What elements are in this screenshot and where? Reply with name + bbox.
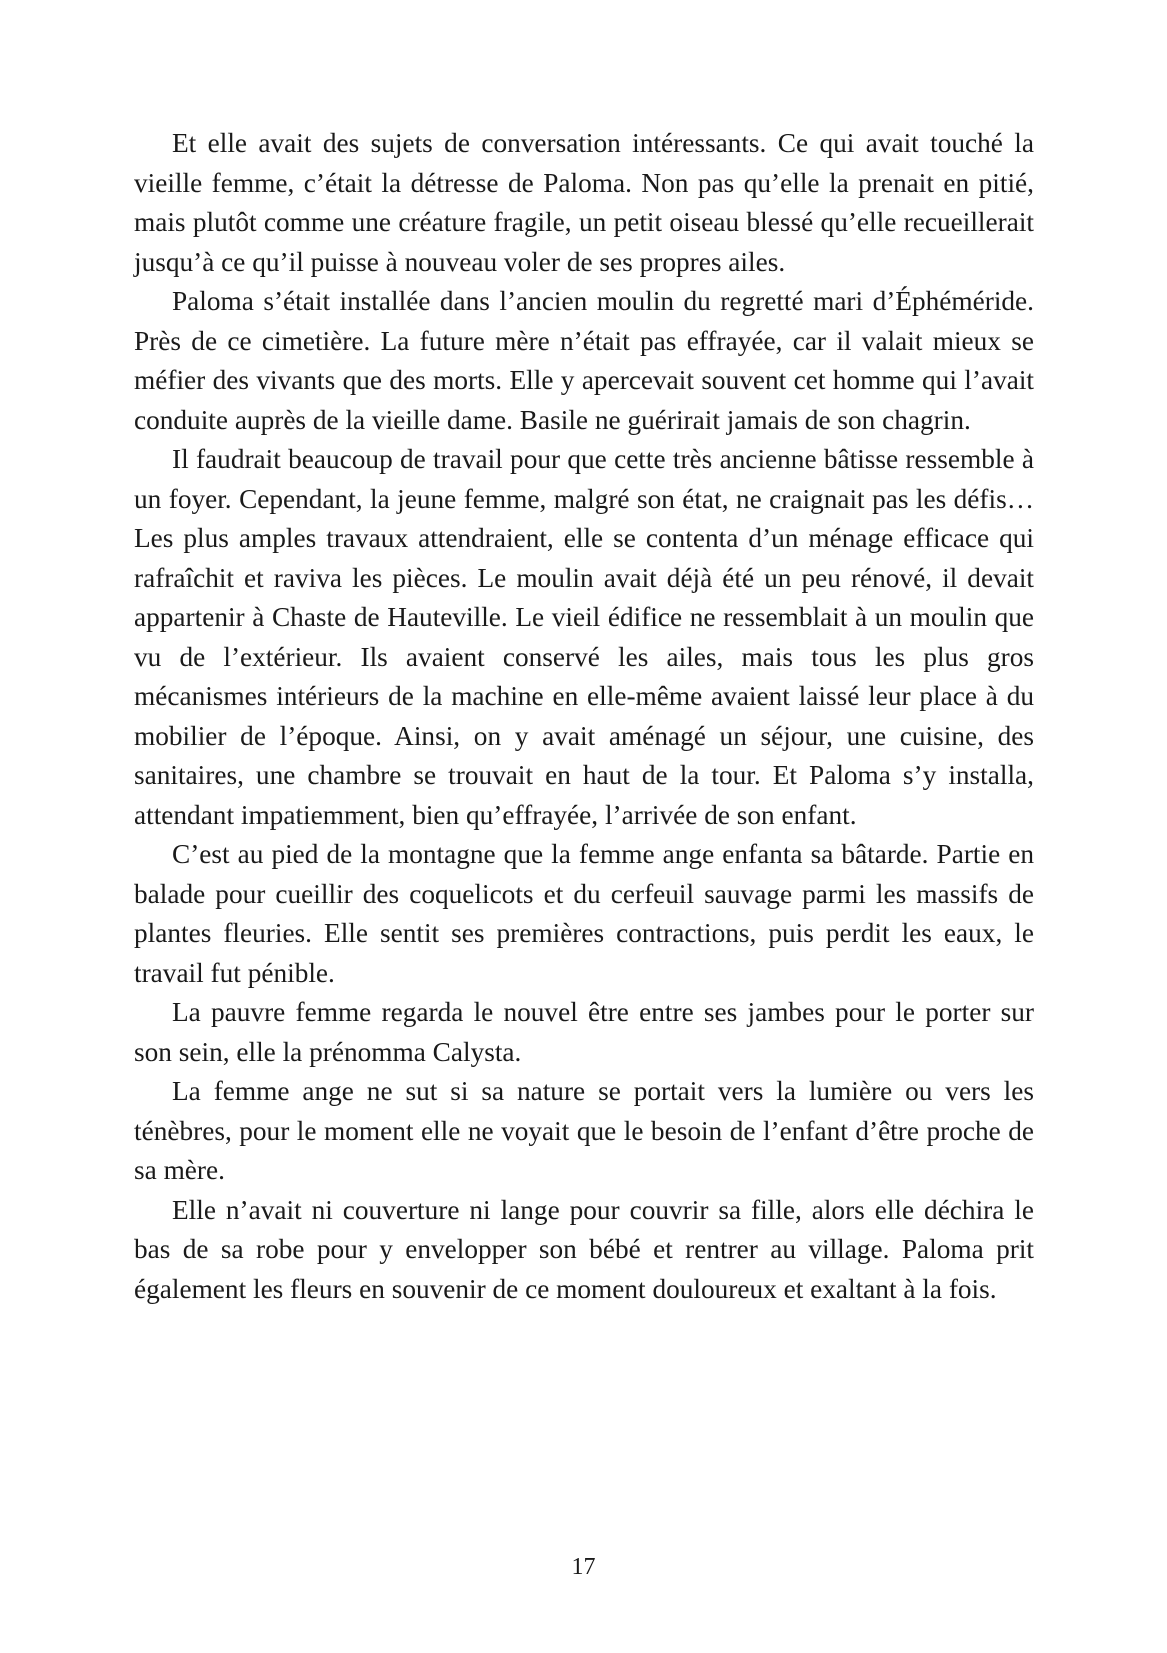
paragraph: C’est au pied de la montagne que la femme ange enfanta sa bâtarde. Partie en balade pour cueillir des coquelicots et du cerfeuil sauvage parmi les massifs de plantes fleuries. Elle sentit ses premières contractions, puis perdit les eaux, le travail fut pénible. bbox=[134, 839, 1034, 988]
paragraph: Paloma s’était installée dans l’ancien moulin du regretté mari d’Éphéméride. Près de ce cimetière. La future mère n’était pas effrayée, car il valait mieux se méfier des vivants que des morts. Elle y apercevait souvent cet homme qui l’avait conduite auprès de la vieille dame. Basile ne guérirait jamais de son chagrin. bbox=[134, 286, 1034, 435]
page-number: 17 bbox=[571, 1554, 596, 1580]
paragraph: Il faudrait beaucoup de travail pour que cette très ancienne bâtisse ressemble à un foyer. Cependant, la jeune femme, malgré son état, ne craignait pas les défis… Les plus amples travaux attendraient, elle se contenta d’un ménage efficace qui rafraîchit et raviva les pièces. Le moulin avait déjà été un peu rénové, il devait appartenir à Chaste de Hauteville. Le vieil édifice ne ressemblait à un moulin que vu de l’extérieur. Ils avaient conservé les ailes, mais tous les plus gros mécanismes intérieurs de la machine en elle-même avaient laissé leur place à du mobilier de l’époque. Ainsi, on y avait aménagé un séjour, une cuisine, des sanitaires, une chambre se trouvait en haut de la tour. Et Paloma s’y installa, attendant impatiemment, bien qu’effrayée, l’arrivée de son enfant. bbox=[134, 444, 1034, 830]
paragraph: Elle n’avait ni couverture ni lange pour couvrir sa fille, alors elle déchira le bas de sa robe pour y envelopper son bébé et rentrer au village. Paloma prit également les fleurs en souvenir de ce moment douloureux et exaltant à la fois. bbox=[134, 1194, 1034, 1304]
paragraph: La pauvre femme regarda le nouvel être entre ses jambes pour le porter sur son sein, elle la prénomma Calysta. bbox=[134, 997, 1034, 1067]
body-text bbox=[134, 124, 1034, 1309]
paragraph: La femme ange ne sut si sa nature se portait vers la lumière ou vers les ténèbres, pour le moment elle ne voyait que le besoin de l’enfant d’être proche de sa mère. bbox=[134, 1076, 1034, 1185]
paragraph: Et elle avait des sujets de conversation intéressants. Ce qui avait touché la vieille femme, c’était la détresse de Paloma. Non pas qu’elle la prenait en pitié, mais plutôt comme une créature fragile, un petit oiseau blessé qu’elle recueillerait jusqu’à ce qu’il puisse à nouveau voler de ses propres ailes. bbox=[134, 128, 1034, 277]
